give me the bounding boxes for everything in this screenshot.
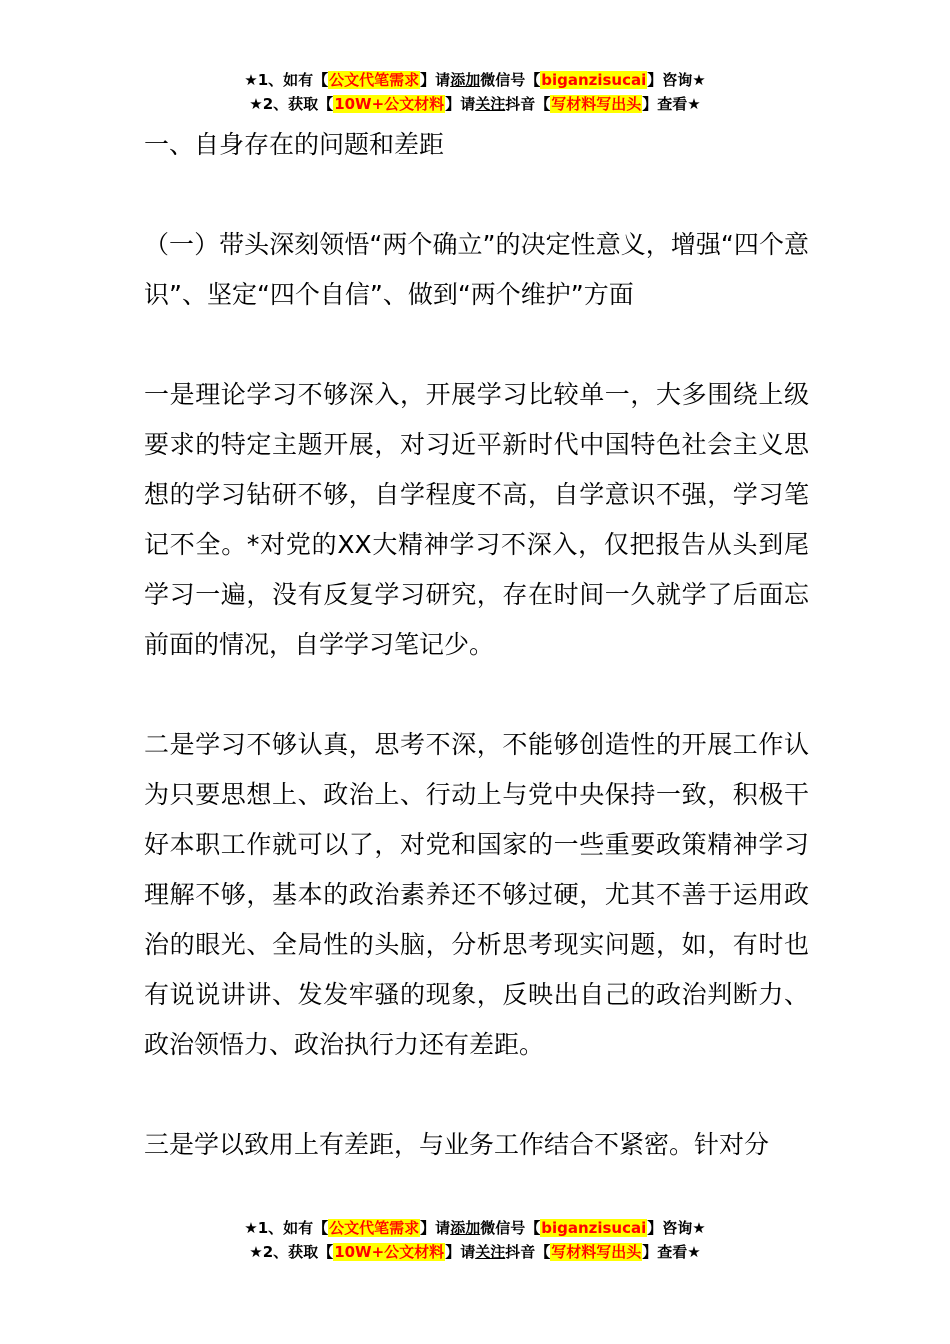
banner-underline-follow: 关注 <box>475 95 506 113</box>
banner-line-1-prefix: ★1、如有【 <box>244 1219 329 1237</box>
banner-line-2-prefix: ★2、获取【 <box>249 1243 334 1261</box>
banner-line-2-suffix: 】查看★ <box>642 1243 701 1261</box>
banner-line-1 <box>0 1216 950 1240</box>
banner-underline-add: 添加 <box>450 71 481 89</box>
banner-highlight-materials: 10W+公文材料 <box>334 1243 445 1261</box>
banner-line-2-suffix: 】查看★ <box>642 95 701 113</box>
banner-line-2 <box>0 1240 950 1264</box>
banner-line-2-mid2: 抖音【 <box>505 95 551 113</box>
document-body <box>144 120 809 1170</box>
banner-underline-add: 添加 <box>450 1219 481 1237</box>
banner-highlight-douyin-id: 写材料写出头 <box>551 95 642 113</box>
banner-line-1-mid1: 】请 <box>420 1219 451 1237</box>
banner-line-2 <box>0 92 950 116</box>
paragraph-spacer <box>144 320 809 370</box>
subsection-heading: （一）带头深刻领悟“两个确立”的决定性意义，增强“四个意识”、坚定“四个自信”、做到“两个维护”方面 <box>144 230 809 309</box>
banner-line-1-prefix: ★1、如有【 <box>244 71 329 89</box>
banner-line-1-suffix: 】咨询★ <box>647 71 706 89</box>
paragraph-2: 二是学习不够认真，思考不深，不能够创造性的开展工作认为只要思想上、政治上、行动上与党中央保持一致，积极干好本职工作就可以了，对党和国家的一些重要政策精神学习理解不够，基本的政治素养还不够过硬，尤其不善于运用政治的眼光、全局性的头脑，分析思考现实问题，如，有时也有说说讲讲、发发牢骚的现象，反映出自己的政治判断力、政治领悟力、政治执行力还有差距。 <box>144 730 809 1059</box>
banner-line-2-mid1: 】请 <box>445 1243 476 1261</box>
banner-highlight-wechat-id: biganzisucai <box>541 71 647 89</box>
banner-line-2-prefix: ★2、获取【 <box>249 95 334 113</box>
banner-line-1-suffix: 】咨询★ <box>647 1219 706 1237</box>
paragraph-3: 三是学以致用上有差距，与业务工作结合不紧密。针对分 <box>144 1130 770 1159</box>
banner-line-2-mid2: 抖音【 <box>505 1243 551 1261</box>
header-banner <box>0 68 950 116</box>
section-heading: 一、自身存在的问题和差距 <box>144 130 445 159</box>
banner-underline-follow: 关注 <box>475 1243 506 1261</box>
banner-highlight-ghostwriting: 公文代笔需求 <box>329 71 420 89</box>
paragraph-spacer <box>144 670 809 720</box>
banner-line-1-mid1: 】请 <box>420 71 451 89</box>
paragraph-1: 一是理论学习不够深入，开展学习比较单一，大多围绕上级要求的特定主题开展，对习近平新时代中国特色社会主义思想的学习钻研不够，自学程度不高，自学意识不强，学习笔记不全。*对党的XX大精神学习不深入，仅把报告从头到尾学习一遍，没有反复学习研究，存在时间一久就学了后面忘前面的情况，自学学习笔记少。 <box>144 380 809 659</box>
footer-banner <box>0 1216 950 1264</box>
banner-highlight-douyin-id: 写材料写出头 <box>551 1243 642 1261</box>
banner-highlight-materials: 10W+公文材料 <box>334 95 445 113</box>
banner-line-1-mid2: 微信号【 <box>480 71 541 89</box>
paragraph-spacer <box>144 170 809 220</box>
paragraph-spacer <box>144 1070 809 1120</box>
banner-highlight-ghostwriting: 公文代笔需求 <box>329 1219 420 1237</box>
banner-line-2-mid1: 】请 <box>445 95 476 113</box>
banner-line-1-mid2: 微信号【 <box>480 1219 541 1237</box>
banner-highlight-wechat-id: biganzisucai <box>541 1219 647 1237</box>
banner-line-1 <box>0 68 950 92</box>
